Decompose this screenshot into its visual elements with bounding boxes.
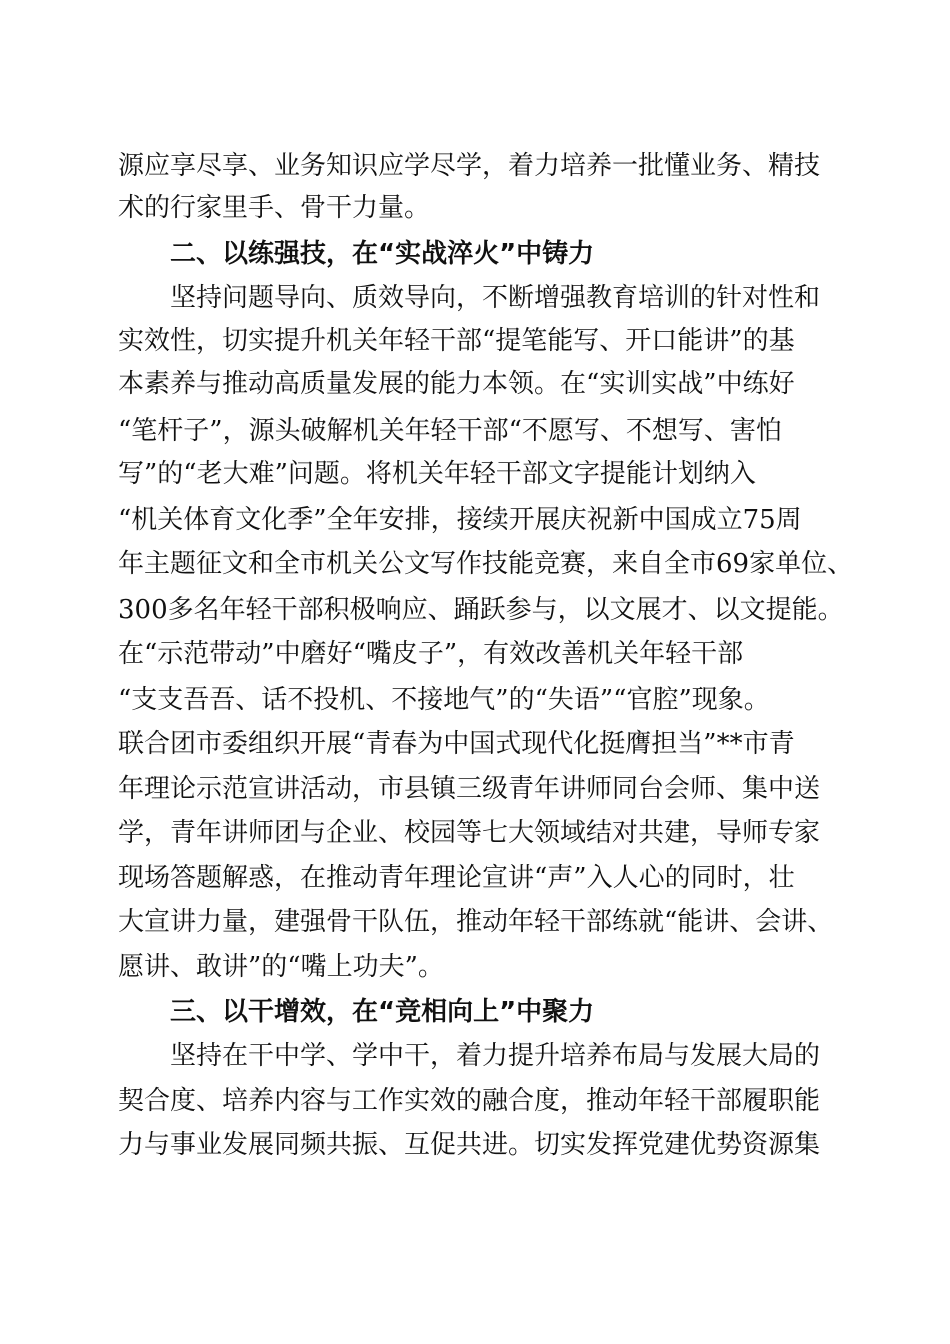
paragraph-line: 实效性，切实提升机关年轻干部“提笔能写、开口能讲”的基 [118, 326, 795, 356]
paragraph-line: 本素养与推动高质量发展的能力本领。在“实训实战”中练好 [118, 369, 795, 399]
paragraph-line: 术的行家里手、骨干力量。 [118, 193, 431, 223]
section-heading-2: 二、以练强技，在“实战淬火”中铸力 [170, 239, 595, 269]
paragraph-line: 坚持在干中学、学中干，着力提升培养布局与发展大局的 [170, 1041, 821, 1071]
paragraph-line: 力与事业发展同频共振、互促共进。切实发挥党建优势资源集 [118, 1130, 821, 1160]
paragraph-line: 源应享尽享、业务知识应学尽学，着力培养一批懂业务、精技 [118, 151, 821, 181]
paragraph-line: 坚持问题导向、质效导向，不断增强教育培训的针对性和 [170, 283, 821, 313]
paragraph-line: 年理论示范宣讲活动，市县镇三级青年讲师同台会师、集中送 [118, 774, 821, 804]
paragraph-line: 契合度、培养内容与工作实效的融合度，推动年轻干部履职能 [118, 1086, 821, 1116]
paragraph-line: “机关体育文化季”全年安排，接续开展庆祝新中国成立75周 [118, 505, 802, 535]
paragraph-line: “笔杆子”，源头破解机关年轻干部“不愿写、不想写、害怕 [118, 416, 782, 446]
paragraph-line: 在“示范带动”中磨好“嘴皮子”，有效改善机关年轻干部 [118, 639, 744, 669]
paragraph-line: 愿讲、敢讲”的“嘴上功夫”。 [118, 952, 444, 982]
paragraph-line: 学，青年讲师团与企业、校园等七大领域结对共建，导师专家 [118, 818, 821, 848]
paragraph-line: 联合团市委组织开展“青春为中国式现代化挺膺担当”**市青 [118, 729, 795, 759]
paragraph-line: 现场答题解惑，在推动青年理论宣讲“声”入人心的同时，壮 [118, 863, 795, 893]
paragraph-line: 大宣讲力量，建强骨干队伍，推动年轻干部练就“能讲、会讲、 [118, 907, 834, 937]
section-heading-3: 三、以干增效，在“竞相向上”中聚力 [170, 997, 595, 1027]
paragraph-line: 300多名年轻干部积极响应、踊跃参与，以文展才、以文提能。 [118, 595, 844, 625]
paragraph-line: 年主题征文和全市机关公文写作技能竞赛，来自全市69家单位、 [118, 549, 854, 579]
paragraph-line: 写”的“老大难”问题。将机关年轻干部文字提能计划纳入 [118, 459, 756, 489]
paragraph-line: “支支吾吾、话不投机、不接地气”的“失语”“官腔”现象。 [118, 685, 770, 715]
